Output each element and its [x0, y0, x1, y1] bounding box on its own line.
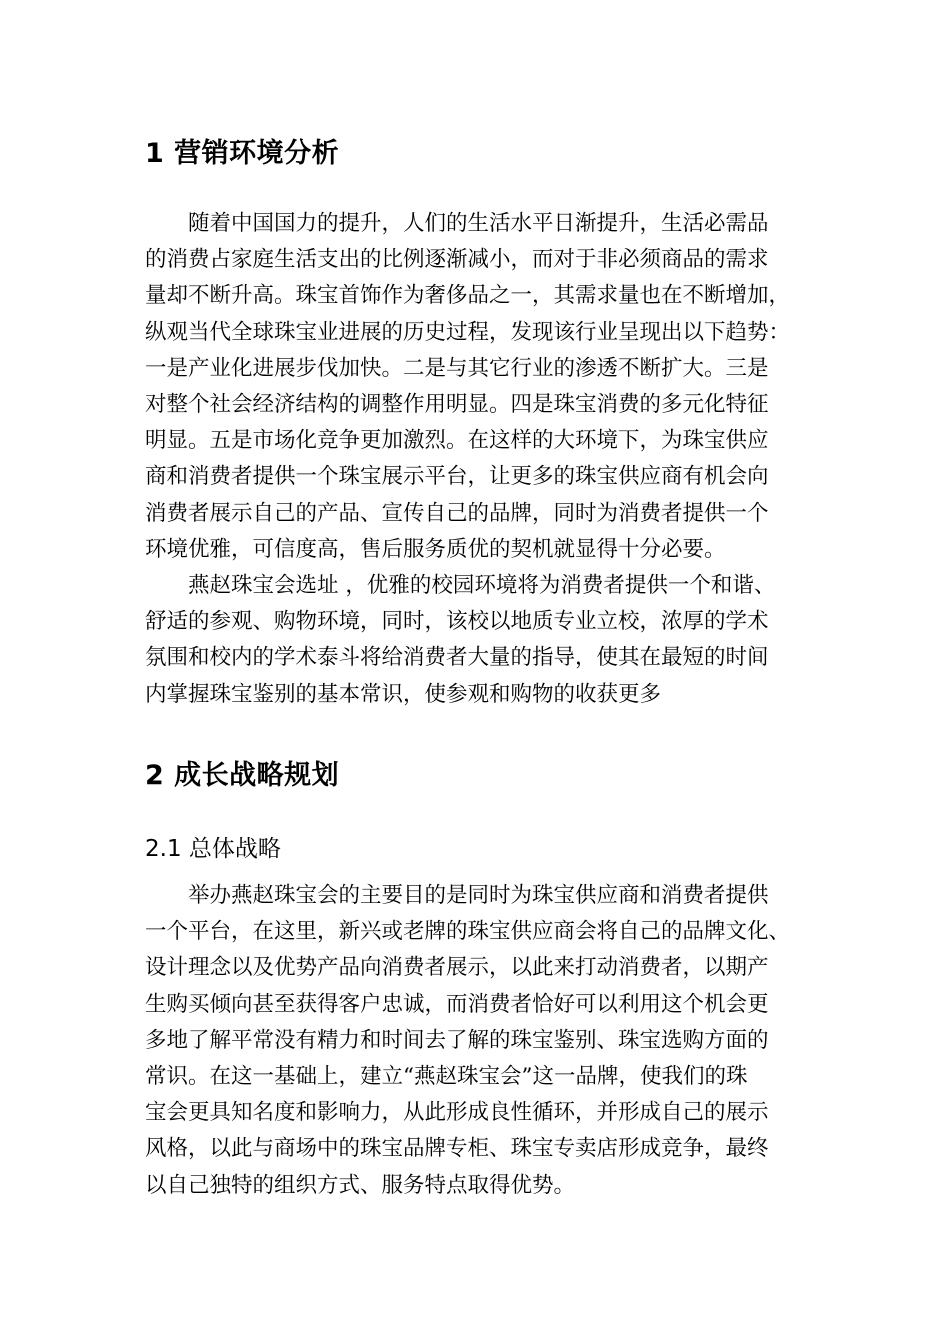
paragraph-line: 生购买倾向甚至获得客户忠诚，而消费者恰好可以利用这个机会更 [145, 991, 769, 1017]
section-1-paragraph-2 [145, 568, 815, 713]
paragraph-line: 举办燕赵珠宝会的主要目的是同时为珠宝供应商和消费者提供 [188, 883, 769, 908]
paragraph-line: 多地了解平常没有精力和时间去了解的珠宝鉴别、珠宝选购方面的 [145, 1027, 769, 1053]
paragraph-line: 对整个社会经济结构的调整作用明显。四是珠宝消费的多元化特征 [145, 391, 769, 417]
paragraph-line: 消费者展示自己的产品、宣传自己的品牌，同时为消费者提供一个 [145, 500, 769, 526]
section-1-paragraph-1 [145, 206, 815, 568]
paragraph-line: 环境优雅，可信度高，售后服务质优的契机就显得十分必要。 [145, 536, 726, 562]
paragraph-line: 商和消费者提供一个珠宝展示平台，让更多的珠宝供应商有机会向 [145, 464, 769, 490]
paragraph-line: 内掌握珠宝鉴别的基本常识，使参观和购物的收获更多 [145, 681, 662, 707]
paragraph-line: 常识。在这一基础上，建立“燕赵珠宝会”这一品牌，使我们的珠 [145, 1063, 748, 1089]
section-2-heading: 2 成长战略规划 [145, 760, 340, 791]
paragraph-line: 设计理念以及优势产品向消费者展示，以此来打动消费者，以期产 [145, 955, 769, 981]
paragraph-line: 量却不断升高。珠宝首饰作为奢侈品之一，其需求量也在不断增加， [145, 283, 791, 309]
paragraph-line: 燕赵珠宝会选址 ，优雅的校园环境将为消费者提供一个和谐、 [188, 573, 776, 598]
paragraph-line: 的消费占家庭生活支出的比例逐渐减小，而对于非必须商品的需求 [145, 247, 769, 273]
paragraph-line: 以自己独特的组织方式、服务特点取得优势。 [145, 1172, 576, 1198]
paragraph-line: 明显。五是市场化竞争更加激烈。在这样的大环境下，为珠宝供应 [145, 428, 769, 454]
paragraph-line: 一个平台，在这里，新兴或老牌的珠宝供应商会将自己的品牌文化、 [145, 919, 791, 945]
paragraph-line: 纵观当代全球珠宝业进展的历史过程，发现该行业呈现出以下趋势： [145, 319, 791, 345]
paragraph-line: 随着中国国力的提升，人们的生活水平日渐提升，生活必需品 [188, 211, 769, 236]
section-2-paragraph-1 [145, 878, 815, 1204]
paragraph-line: 氛围和校内的学术泰斗将给消费者大量的指导，使其在最短的时间 [145, 645, 769, 671]
paragraph-line: 风格，以此与商场中的珠宝品牌专柜、珠宝专卖店形成竞争，最终 [145, 1136, 769, 1162]
paragraph-line: 一是产业化进展步伐加快。二是与其它行业的渗透不断扩大。三是 [145, 355, 769, 381]
paragraph-line: 舒适的参观、购物环境，同时，该校以地质专业立校，浓厚的学术 [145, 609, 769, 635]
section-1-heading: 1 营销环境分析 [145, 138, 340, 169]
section-2-1-subheading: 2.1 总体战略 [145, 836, 281, 862]
paragraph-line: 宝会更具知名度和影响力，从此形成良性循环，并形成自己的展示 [145, 1100, 769, 1126]
